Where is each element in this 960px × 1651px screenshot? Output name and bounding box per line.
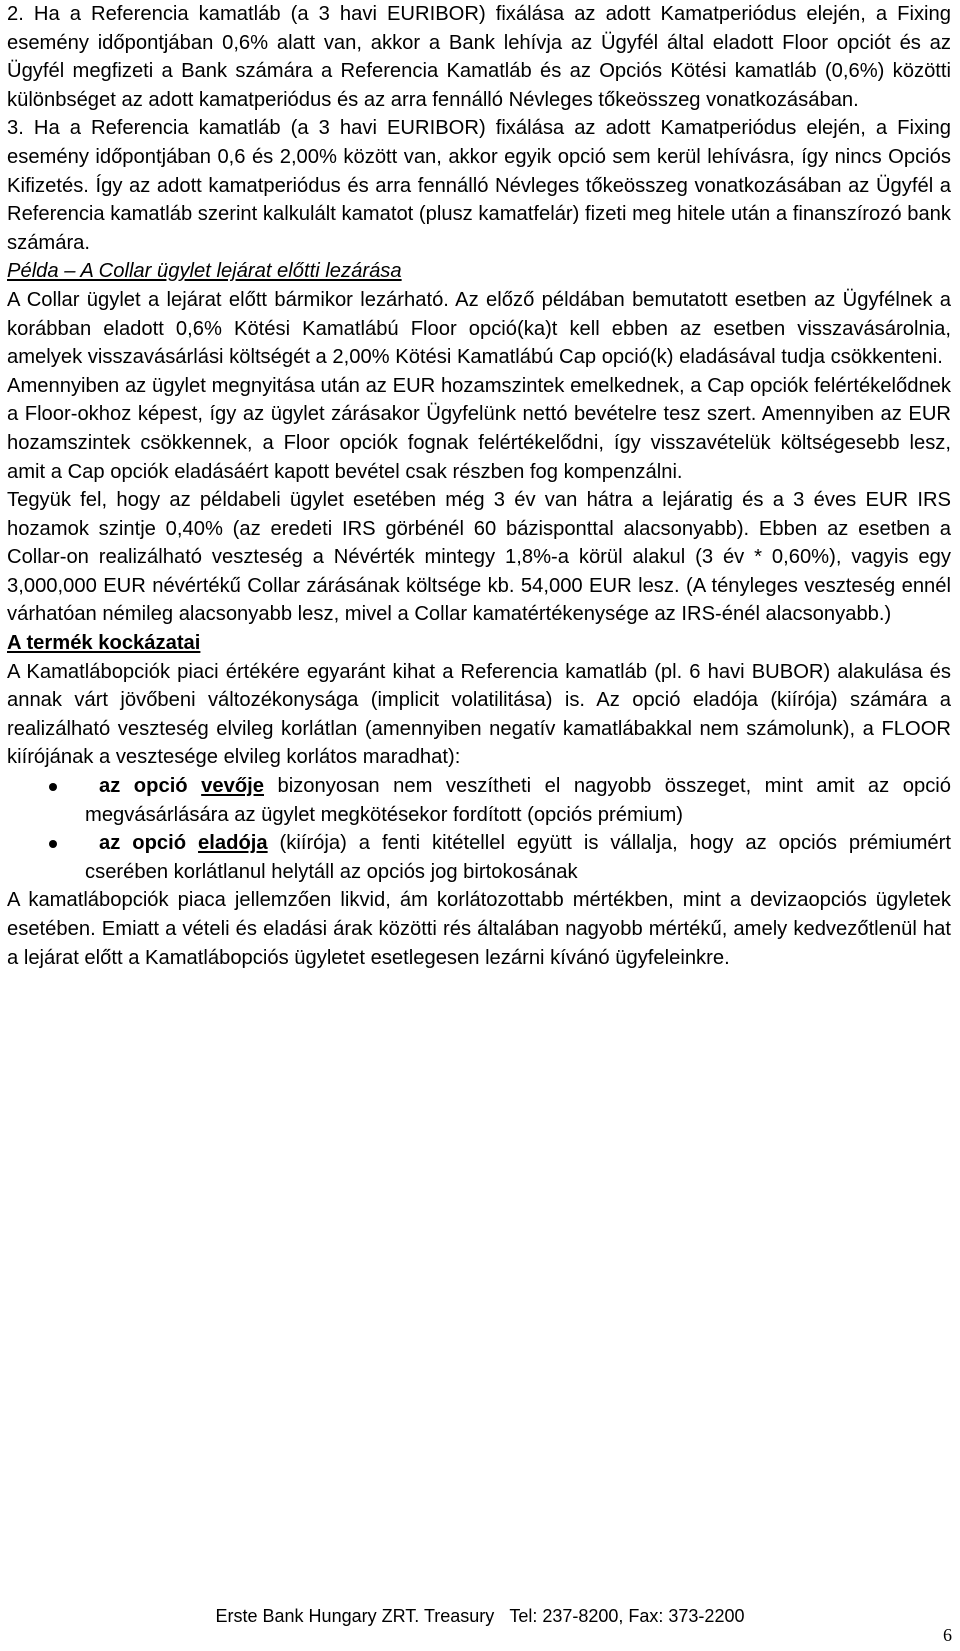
risk-paragraph-1: A Kamatlábopciók piaci értékére egyaránt kihat a Referencia kamatláb (pl. 6 havi BUBOR) alakulása és annak várt jövőbeni változékonysága (implicit volatilitása) is. Az opció eladója (kiírója) számára a realizálható veszteség elvileg korlátlan (amennyiben negatív kamatlábakkal nem számolunk), a FLOOR kiírójának a vesztesége elvileg korlátos maradhat):	[7, 660, 951, 769]
document-page	[7, 0, 951, 972]
page-footer	[0, 1605, 960, 1627]
example-heading: Példa – A Collar ügylet lejárat előtti lezárása	[7, 260, 402, 283]
buyer-text: bizonyosan nem veszítheti el nagyobb összeget, mint amit az opció megvásárlására az ügylet megkötésekor fordított (opciós prémium)	[85, 775, 951, 826]
risk-paragraph-2: A kamatlábopciók piaca jellemzően likvid, ám korlátozottabb mértékben, mint a devizaopciós ügyletek esetében. Emiatt a vételi és eladási árak közötti rés általában nagyobb mértékű, amely kedvezőtlenül hat a lejárat előtt a Kamatlábopciós ügyletet esetlegesen lezárni kívánó ügyfeleinkre.	[7, 889, 951, 969]
bullet-item-buyer	[7, 772, 951, 829]
case3-paragraph: 3. Ha a Referencia kamatláb (a 3 havi EURIBOR) fixálása az adott Kamatperiódus elején, a Fixing esemény időpontjában 0,6 és 2,00% között van, akkor egyik opció sem kerül lehívásra, így nincs Opciós Kifizetés. Így az adott kamatperiódus és arra fennálló Névleges tőkeösszeg vonatkozásában az Ügyfél a Referencia kamatláb szerint kalkulált kamatot (plusz kamatfelár) fizeti meg hitele után a finanszírozó bank számára.	[7, 117, 951, 254]
buyer-term	[99, 775, 264, 797]
buyer-term-prefix: az opció	[99, 775, 202, 798]
seller-term-underlined: eladója	[198, 832, 268, 855]
example-paragraph-1: A Collar ügylet a lejárat előtt bármikor lezárható. Az előző példában bemutatott esetben az Ügyfélnek a korábban eladott 0,6% Kötési Kamatlábú Floor opció(ka)t kell ebben az esetben visszavásárolnia, amelyek visszavásárlási költségét a 2,00% Kötési Kamatlábú Cap opció(k) eladásával tudja csökkenteni.	[7, 288, 951, 369]
intro-paragraph: 2. Ha a Referencia kamatláb (a 3 havi EURIBOR) fixálása az adott Kamatperiódus elején, a Fixing esemény időpontjában 0,6% alatt van, akkor a Bank lehívja az Ügyfél által eladott Floor opciót és az Ügyfél megfizeti a Bank számára a Referencia Kamatláb és az Opciós Kötési kamatláb (0,6%) közötti különbséget az adott kamatperiódus és az arra fennálló Névleges tőkeösszeg vonatkozásában.	[7, 3, 951, 111]
risk-heading: A termék kockázatai	[7, 632, 201, 655]
bullet-icon	[49, 840, 57, 848]
bullet-icon	[49, 783, 57, 791]
buyer-term-underlined: vevője	[201, 775, 264, 798]
example-paragraph-2: Amennyiben az ügylet megnyitása után az EUR hozamszintek emelkednek, a Cap opciók felértékelődnek a Floor-okhoz képest, így az ügylet zárásakor Ügyfelünk nettó bevételre tesz szert. Amennyiben az EUR hozamszintek csökkennek, a Floor opciók fognak felértékelődni, így visszavételük költségesebb lesz, amit a Cap opciók eladásáért kapott bevétel csak részben fog kompenzálni.	[7, 374, 951, 483]
seller-text: (kiírója) a fenti kitétellel együtt is vállalja, hogy az opciós prémiumért cserében korlátlanul helytáll az opciós jog birtokosának	[85, 832, 951, 883]
seller-term-prefix: az opció	[99, 832, 199, 855]
footer-company: Erste Bank Hungary ZRT. Treasury	[215, 1606, 495, 1626]
footer-contact: Tel: 237-8200, Fax: 373-2200	[509, 1606, 745, 1626]
page-number: 6	[943, 1625, 952, 1645]
risk-bullet-list	[7, 772, 951, 886]
seller-term	[99, 832, 268, 854]
example-paragraph-3: Tegyük fel, hogy az példabeli ügylet esetében még 3 év van hátra a lejáratig és a 3 éves EUR IRS hozamok szintje 0,40% (az eredeti IRS görbénél 60 bázisponttal alacsonyabb). Ebben az esetben a Collar-on realizálható veszteség a Névérték mintegy 1,8%-a körül alakul (3 év * 0,60%), vagyis egy 3,000,000 EUR névértékű Collar zárásának költsége kb. 54,000 EUR lesz. (A tényleges veszteség ennél várhatóan némileg alacsonyabb lesz, mivel a Collar kamatértékenysége az IRS-énél alacsonyabb.)	[7, 489, 951, 626]
bullet-item-seller	[7, 829, 951, 886]
